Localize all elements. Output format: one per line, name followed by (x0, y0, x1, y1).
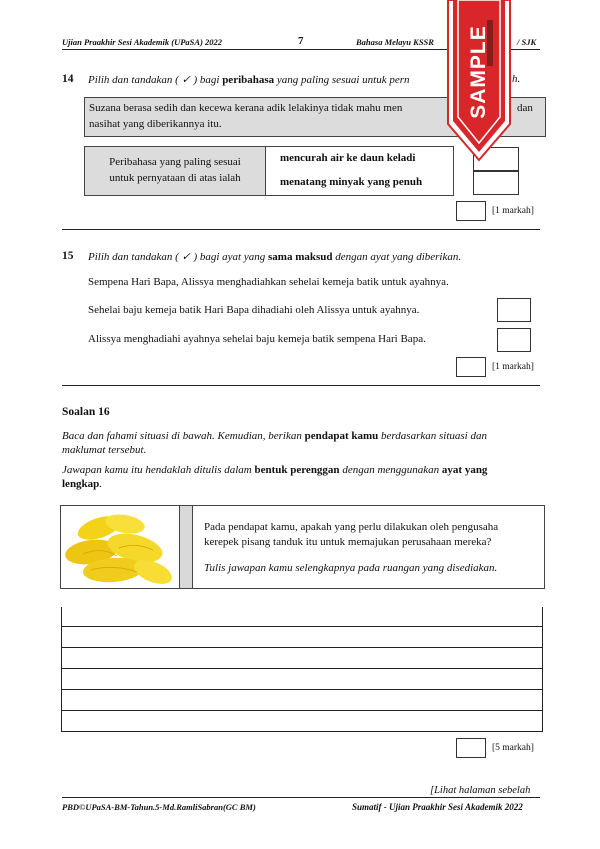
q15-prompt-bold: sama maksud (268, 251, 333, 263)
q15-option-1: Sehelai baju kemeja batik Hari Bapa dihadiahi oleh Alissya untuk ayahnya. (88, 304, 420, 316)
q14-label-line-1: Peribahasa yang paling sesuai (109, 156, 241, 168)
q16-title: Soalan 16 (62, 406, 110, 418)
q16-instr-part: dengan menggunakan (339, 464, 442, 476)
footer-rule (62, 797, 540, 798)
footer-next-page: [Lihat halaman sebelah (430, 785, 531, 796)
answer-line (62, 668, 542, 669)
q15-marks-label: [1 markah] (492, 362, 534, 372)
q14-prompt (88, 73, 410, 86)
q16-answer-instruction: Tulis jawapan kamu selengkapnya pada ruangan yang disediakan. (204, 562, 498, 574)
sample-stamp-text: SAMPLE (467, 25, 491, 119)
header-title: Ujian Praakhir Sesi Akademik (UPaSA) 2022 (62, 37, 223, 47)
q14-label-line-2: untuk pernyataan di atas ialah (109, 172, 241, 184)
q14-divider (62, 229, 540, 230)
header-school-type: / SJK (517, 37, 537, 47)
q15-prompt-part: dengan ayat yang diberikan. (332, 251, 462, 263)
answer-line (62, 626, 542, 627)
q16-instr-part: berdasarkan situasi dan (378, 430, 487, 442)
sample-stamp-text-wrap (454, 22, 504, 122)
q14-options-cell (264, 146, 454, 196)
q14-prompt-tail: h. (512, 73, 521, 85)
q15-given-sentence: Sempena Hari Bapa, Alissya menghadiahkan sehelai kemeja batik untuk ayahnya. (88, 276, 449, 288)
q14-checkbox-2[interactable] (473, 171, 519, 195)
q14-prompt-part: yang paling sesuai untuk pern (274, 74, 410, 86)
q15-prompt (88, 250, 461, 263)
footer-exam (352, 802, 523, 812)
answer-line (62, 710, 542, 711)
q15-marks-box[interactable] (456, 357, 486, 377)
q16-situation-box (60, 505, 545, 589)
answer-line (62, 731, 542, 732)
q14-marks-label: [1 markah] (492, 206, 534, 216)
q16-instr-bold: bentuk perenggan (254, 464, 340, 476)
q14-option-2: menatang minyak yang penuh (280, 176, 423, 188)
q15-prompt-part: Pilih dan tandakan ( ✓ ) bagi ayat yang (88, 251, 268, 263)
answer-line (62, 647, 542, 648)
situation-divider (179, 506, 193, 588)
q15-checkbox-2[interactable] (497, 328, 531, 352)
q16-instruction-2: Jawapan kamu itu hendaklah ditulis dalam bentuk perenggan dengan menggunakan ayat yang lengkap. (62, 464, 488, 490)
sample-stamp (440, 0, 521, 166)
q15-number: 15 (62, 250, 74, 262)
q16-question-line-2: kerepek pisang tanduk itu untuk memajukan perusahaan mereka? (204, 536, 492, 548)
q16-instr-bold: lengkap (62, 478, 100, 490)
q14-marks-box[interactable] (456, 201, 486, 221)
q14-passage-line-2: nasihat yang diberikannya itu. (89, 118, 222, 130)
answer-line (62, 689, 542, 690)
q16-answer-area[interactable] (61, 607, 543, 732)
q14-number: 14 (62, 73, 74, 85)
q16-instr-bold: pendapat kamu (304, 430, 379, 442)
q16-question (204, 520, 498, 550)
q15-divider (62, 385, 540, 386)
q14-prompt-bold: peribahasa (222, 74, 275, 86)
q15-checkbox-1[interactable] (497, 298, 531, 322)
q16-question-line-1: Pada pendapat kamu, apakah yang perlu dilakukan oleh pengusaha (204, 521, 499, 533)
q16-marks-box[interactable] (456, 738, 486, 758)
q16-marks-label: [5 markah] (492, 743, 534, 753)
q16-instruction-1 (62, 429, 542, 457)
header-subject: Bahasa Melayu KSSR (356, 37, 434, 47)
footer-exam-name: - Ujian Praakhir Sesi Akademik 2022 (381, 802, 523, 812)
q15-option-2: Alissya menghadiahi ayahnya sehelai baju kemeja batik sempena Hari Bapa. (88, 333, 426, 345)
q14-option-1: mencurah air ke daun keladi (280, 152, 416, 164)
q16-instr-part: Baca dan fahami situasi di bawah. Kemudian, berikan (62, 430, 305, 442)
q14-passage-line-1: Suzana berasa sedih dan kecewa kerana adik lelakinya tidak mahu men (89, 102, 403, 114)
q14-passage-line-1-tail: dan (517, 102, 533, 114)
page-number: 7 (298, 35, 304, 47)
q16-instr-part: maklumat tersebut. (62, 444, 147, 456)
footer-copyright: PBD©UPaSA-BM-Tahun.5-Md.RamliSabran(GC BM) (62, 802, 256, 812)
q16-instr-part: Jawapan kamu itu hendaklah ditulis dalam (62, 464, 255, 476)
banana-chips-image (61, 506, 179, 588)
q14-label-cell (84, 146, 266, 196)
footer-exam-type: Sumatif (352, 802, 382, 812)
q14-prompt-part: Pilih dan tandakan ( ✓ ) bagi (88, 74, 223, 86)
q16-instr-bold: ayat yang (441, 464, 488, 476)
